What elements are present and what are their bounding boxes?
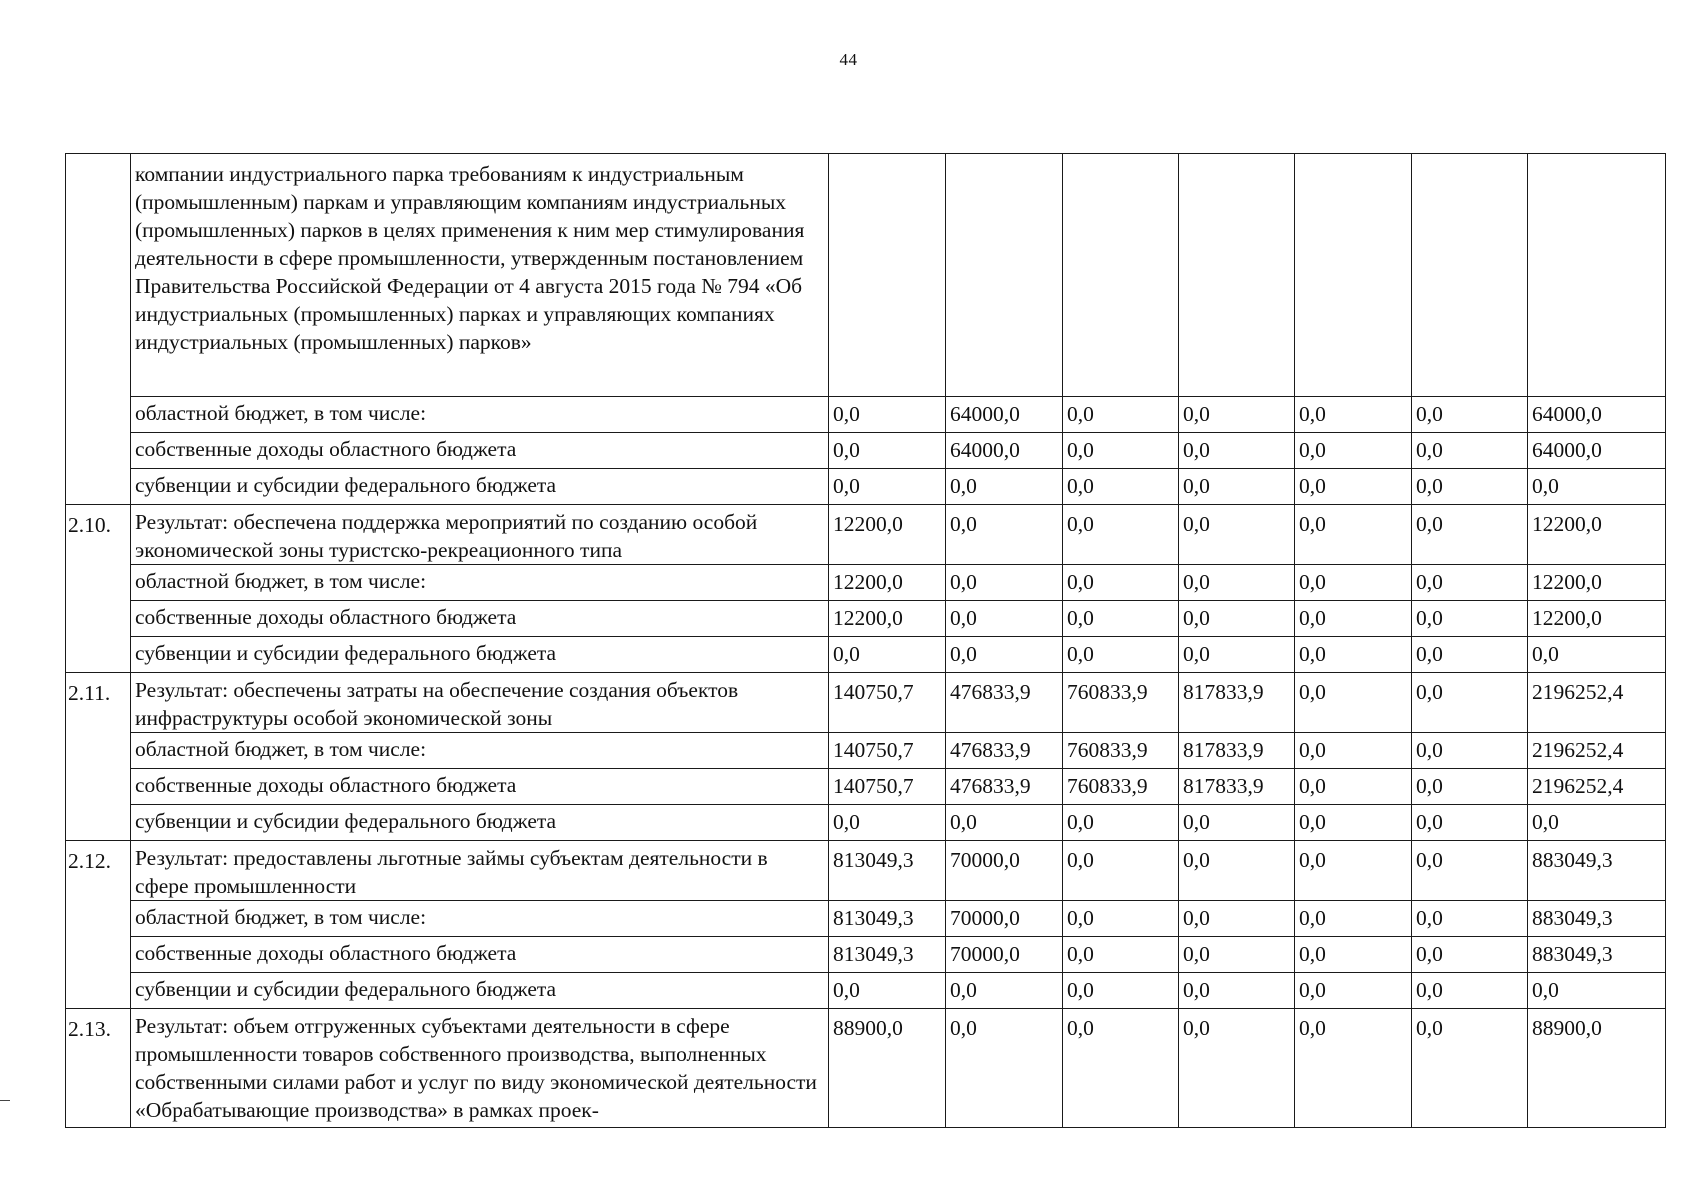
value-cell: 0,0 (1295, 901, 1412, 937)
result-description: Результат: обеспечены затраты на обеспечение создания объектов инфраструктуры особой экономической зоны (131, 673, 829, 733)
value-cell: 0,0 (946, 637, 1063, 673)
value-cell: 12200,0 (829, 505, 946, 565)
value-cell: 0,0 (1295, 601, 1412, 637)
value-cell: 0,0 (1063, 433, 1179, 469)
value-cell: 0,0 (946, 805, 1063, 841)
value-cell: 0,0 (946, 973, 1063, 1009)
value-cell: 0,0 (829, 805, 946, 841)
result-row (66, 673, 1666, 733)
value-cell: 0,0 (1179, 901, 1295, 937)
value-cell: 0,0 (1412, 565, 1528, 601)
value-cell: 0,0 (1295, 805, 1412, 841)
value-cell (946, 154, 1063, 397)
value-cell: 0,0 (1179, 805, 1295, 841)
value-cell: 0,0 (829, 973, 946, 1009)
table-row (66, 601, 1666, 637)
value-cell: 0,0 (1295, 733, 1412, 769)
table-row (66, 637, 1666, 673)
value-cell: 140750,7 (829, 673, 946, 733)
row-label: собственные доходы областного бюджета (131, 937, 829, 973)
value-cell: 813049,3 (829, 937, 946, 973)
value-cell: 0,0 (1295, 505, 1412, 565)
value-cell: 0,0 (1063, 805, 1179, 841)
value-cell: 0,0 (1295, 565, 1412, 601)
value-cell: 0,0 (1295, 1009, 1412, 1128)
result-description: Результат: предоставлены льготные займы субъектам деятельности в сфере промышленности (131, 841, 829, 901)
row-label: собственные доходы областного бюджета (131, 433, 829, 469)
result-index: 2.11. (66, 673, 131, 841)
margin-tick-mark (0, 1100, 10, 1101)
value-cell: 760833,9 (1063, 733, 1179, 769)
value-cell: 64000,0 (946, 433, 1063, 469)
value-cell: 0,0 (1063, 841, 1179, 901)
value-cell: 0,0 (1063, 565, 1179, 601)
value-cell (1063, 154, 1179, 397)
value-cell: 0,0 (1179, 565, 1295, 601)
table-row (66, 973, 1666, 1009)
row-label: субвенции и субсидии федерального бюджета (131, 973, 829, 1009)
value-cell: 0,0 (1179, 937, 1295, 973)
value-cell: 0,0 (1412, 937, 1528, 973)
value-cell: 0,0 (1528, 805, 1666, 841)
value-cell: 760833,9 (1063, 769, 1179, 805)
value-cell: 0,0 (829, 637, 946, 673)
value-cell: 0,0 (1179, 433, 1295, 469)
continuation-row (66, 154, 1666, 397)
value-cell: 0,0 (1412, 469, 1528, 505)
value-cell: 0,0 (1412, 841, 1528, 901)
row-label: областной бюджет, в том числе: (131, 565, 829, 601)
value-cell: 88900,0 (829, 1009, 946, 1128)
row-label: субвенции и субсидии федерального бюджета (131, 637, 829, 673)
value-cell: 476833,9 (946, 673, 1063, 733)
row-label: субвенции и субсидии федерального бюджета (131, 805, 829, 841)
value-cell (1295, 154, 1412, 397)
value-cell: 0,0 (829, 469, 946, 505)
value-cell: 0,0 (1412, 973, 1528, 1009)
value-cell: 0,0 (1295, 433, 1412, 469)
value-cell: 0,0 (1412, 1009, 1528, 1128)
value-cell: 2196252,4 (1528, 673, 1666, 733)
value-cell: 0,0 (1063, 397, 1179, 433)
value-cell: 0,0 (1295, 673, 1412, 733)
value-cell: 0,0 (1063, 937, 1179, 973)
value-cell: 0,0 (1063, 637, 1179, 673)
value-cell: 64000,0 (946, 397, 1063, 433)
value-cell: 476833,9 (946, 733, 1063, 769)
value-cell: 883049,3 (1528, 901, 1666, 937)
value-cell: 0,0 (1063, 469, 1179, 505)
table-row (66, 469, 1666, 505)
page-number: 44 (839, 50, 858, 69)
table-row (66, 805, 1666, 841)
value-cell: 813049,3 (829, 901, 946, 937)
value-cell: 0,0 (1412, 397, 1528, 433)
value-cell: 0,0 (1295, 937, 1412, 973)
row-label: субвенции и субсидии федерального бюджета (131, 469, 829, 505)
value-cell (1179, 154, 1295, 397)
value-cell: 0,0 (946, 565, 1063, 601)
value-cell: 2196252,4 (1528, 769, 1666, 805)
value-cell: 476833,9 (946, 769, 1063, 805)
result-row (66, 1009, 1666, 1128)
value-cell: 0,0 (1412, 673, 1528, 733)
value-cell: 0,0 (1179, 637, 1295, 673)
value-cell: 0,0 (1412, 505, 1528, 565)
table-row (66, 901, 1666, 937)
result-row (66, 505, 1666, 565)
table-row (66, 769, 1666, 805)
value-cell: 0,0 (1295, 469, 1412, 505)
value-cell: 140750,7 (829, 733, 946, 769)
value-cell: 0,0 (1412, 433, 1528, 469)
value-cell: 70000,0 (946, 901, 1063, 937)
value-cell: 88900,0 (1528, 1009, 1666, 1128)
value-cell: 0,0 (1063, 901, 1179, 937)
value-cell: 0,0 (1295, 397, 1412, 433)
value-cell: 12200,0 (1528, 505, 1666, 565)
result-index: 2.10. (66, 505, 131, 673)
value-cell: 0,0 (1528, 637, 1666, 673)
value-cell: 883049,3 (1528, 841, 1666, 901)
budget-table (65, 153, 1666, 1128)
result-index: 2.12. (66, 841, 131, 1009)
row-label: областной бюджет, в том числе: (131, 901, 829, 937)
value-cell: 0,0 (1179, 601, 1295, 637)
value-cell: 0,0 (1295, 637, 1412, 673)
value-cell (1528, 154, 1666, 397)
value-cell: 64000,0 (1528, 433, 1666, 469)
value-cell: 0,0 (1412, 805, 1528, 841)
value-cell: 0,0 (1179, 973, 1295, 1009)
value-cell: 0,0 (829, 397, 946, 433)
value-cell (829, 154, 946, 397)
value-cell: 0,0 (1063, 601, 1179, 637)
value-cell: 70000,0 (946, 841, 1063, 901)
result-index: 2.13. (66, 1009, 131, 1128)
row-label: областной бюджет, в том числе: (131, 397, 829, 433)
value-cell: 0,0 (1295, 973, 1412, 1009)
continuation-description-text: компании индустриального парка требованиям к индустриальным (промышленным) паркам и управляющим компаниям индустриальных (промышленных) парков в целях применения к ним мер стимулирования деятельности в сфере промышленности, утвержденным постановлением Правительства Российской Федерации от 4 августа 2015 года № 794 «Об индустриальных (промышленных) парках и управляющих компаниях индустриальных (промышленных) парков» (135, 162, 805, 354)
value-cell: 70000,0 (946, 937, 1063, 973)
value-cell: 0,0 (1179, 841, 1295, 901)
value-cell: 0,0 (1063, 1009, 1179, 1128)
value-cell: 0,0 (946, 505, 1063, 565)
value-cell: 0,0 (1179, 397, 1295, 433)
value-cell: 64000,0 (1528, 397, 1666, 433)
row-label: областной бюджет, в том числе: (131, 733, 829, 769)
value-cell: 0,0 (946, 469, 1063, 505)
value-cell: 0,0 (1179, 469, 1295, 505)
value-cell: 0,0 (1063, 973, 1179, 1009)
value-cell: 883049,3 (1528, 937, 1666, 973)
value-cell: 0,0 (946, 1009, 1063, 1128)
result-row (66, 841, 1666, 901)
value-cell: 817833,9 (1179, 769, 1295, 805)
result-description: Результат: объем отгруженных субъектами деятельности в сфере промышленности товаров собственного производства, выполненных собственными силами работ и услуг по виду экономической деятельности «Обрабатывающие производства» в рамках проек- (131, 1009, 829, 1128)
value-cell: 817833,9 (1179, 733, 1295, 769)
budget-table-body (66, 154, 1666, 1128)
continuation-description (131, 154, 829, 397)
value-cell: 0,0 (1412, 733, 1528, 769)
value-cell: 2196252,4 (1528, 733, 1666, 769)
table-row (66, 733, 1666, 769)
value-cell: 0,0 (1412, 769, 1528, 805)
value-cell: 0,0 (1412, 637, 1528, 673)
value-cell: 12200,0 (829, 601, 946, 637)
value-cell: 0,0 (1528, 469, 1666, 505)
value-cell: 0,0 (1295, 841, 1412, 901)
value-cell: 0,0 (1063, 505, 1179, 565)
value-cell: 0,0 (1179, 505, 1295, 565)
value-cell: 0,0 (829, 433, 946, 469)
value-cell: 760833,9 (1063, 673, 1179, 733)
value-cell: 0,0 (1528, 973, 1666, 1009)
value-cell: 0,0 (946, 601, 1063, 637)
value-cell: 0,0 (1412, 601, 1528, 637)
value-cell: 0,0 (1179, 1009, 1295, 1128)
table-row (66, 937, 1666, 973)
table-row (66, 565, 1666, 601)
value-cell: 12200,0 (1528, 565, 1666, 601)
value-cell: 0,0 (1295, 769, 1412, 805)
result-description: Результат: обеспечена поддержка мероприятий по созданию особой экономической зоны туристско-рекреационного типа (131, 505, 829, 565)
value-cell: 12200,0 (829, 565, 946, 601)
value-cell: 813049,3 (829, 841, 946, 901)
continuation-index-cell (66, 154, 131, 505)
value-cell: 0,0 (1412, 901, 1528, 937)
value-cell: 817833,9 (1179, 673, 1295, 733)
value-cell: 12200,0 (1528, 601, 1666, 637)
value-cell (1412, 154, 1528, 397)
table-row (66, 397, 1666, 433)
row-label: собственные доходы областного бюджета (131, 601, 829, 637)
value-cell: 140750,7 (829, 769, 946, 805)
row-label: собственные доходы областного бюджета (131, 769, 829, 805)
table-row (66, 433, 1666, 469)
